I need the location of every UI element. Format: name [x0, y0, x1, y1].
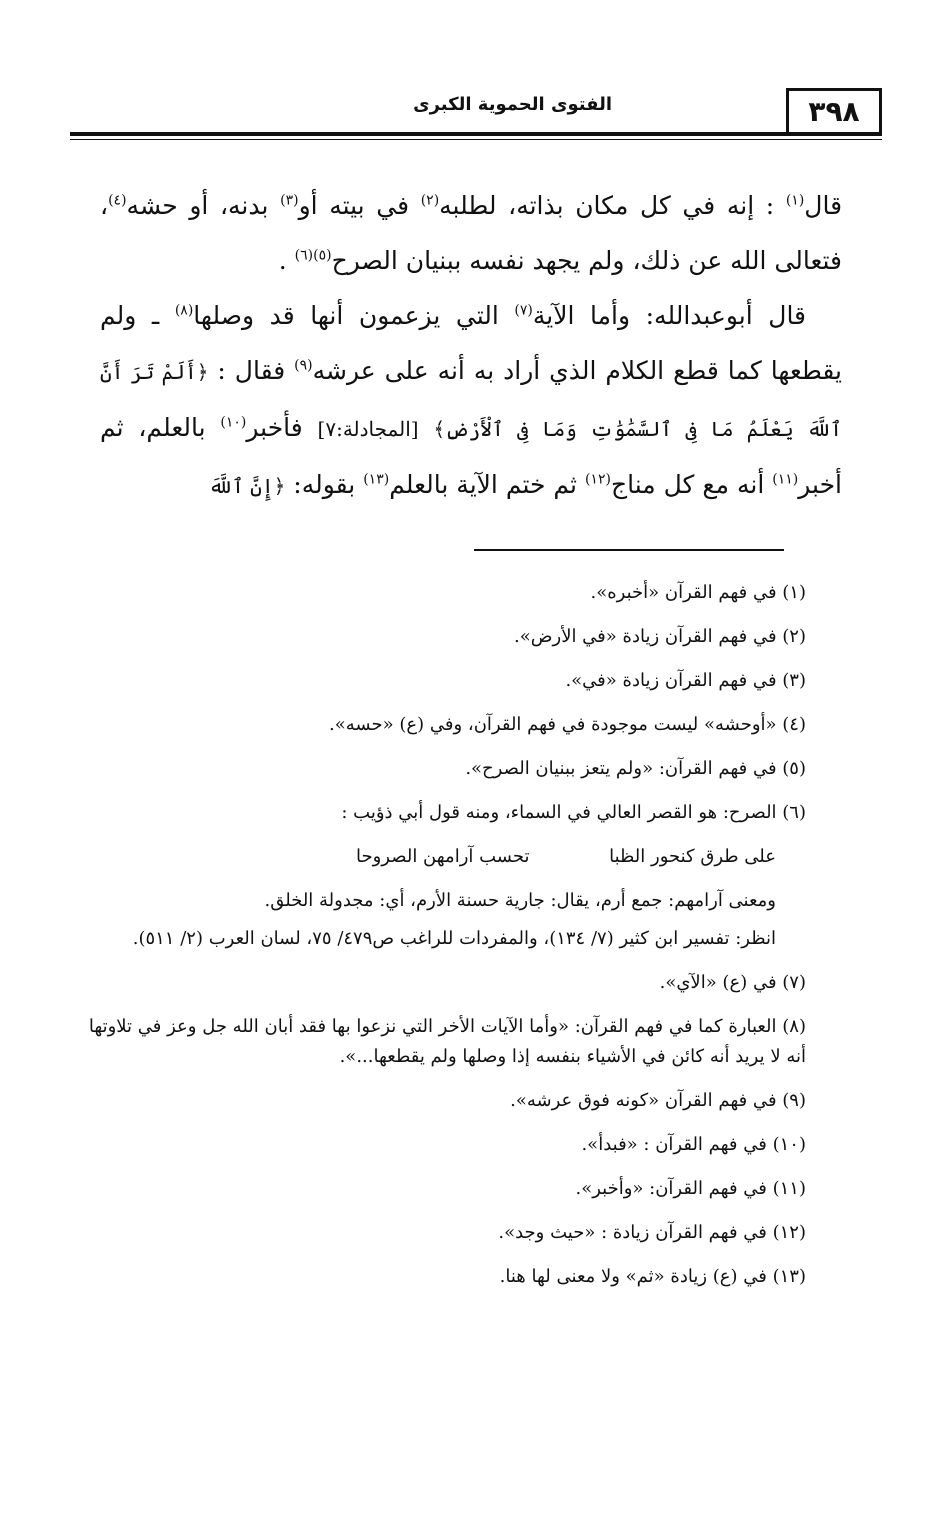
footnote-marker: (١): [785, 192, 805, 209]
verse-hemistich-2: تحسب آرامهن الصروحا: [356, 846, 530, 867]
text-run: أنه مع كل مناج: [610, 470, 765, 499]
verse-hemistich-1: على طرق كنحور الظبا: [609, 846, 776, 867]
quran-verse: ﴿إِنَّ ٱللَّهَ: [208, 474, 286, 498]
text-run: بقوله:: [293, 470, 356, 499]
footnote-marker: (١٢): [584, 471, 611, 488]
footnote-marker: (١٣): [363, 471, 390, 488]
paragraph-1: [100, 178, 842, 288]
page-number: ٣٩٨: [786, 88, 882, 132]
text-run: في بيته أو: [298, 191, 410, 220]
footnote-marker: (٥)(٦): [294, 247, 332, 264]
footnote-10: (١٠) في فهم القرآن : «فبدأ».: [581, 1134, 806, 1155]
footnote-marker: (٩): [294, 357, 313, 374]
footnote-separator: [474, 549, 784, 551]
quran-verse: ﴿أَلَمْ تَرَ أَنَّ ٱللَّهَ يَعْلَمُ مَا فِى ٱلسَّمَٰوَٰتِ وَمَا فِى ٱلْأَرْضِ﴾: [100, 360, 843, 441]
footnote-12: (١٢) في فهم القرآن زيادة : «حيث وجد».: [498, 1222, 806, 1243]
page-header: [70, 88, 882, 134]
footnote-9: (٩) في فهم القرآن «كونه فوق عرشه».: [510, 1090, 806, 1111]
footnote-11: (١١) في فهم القرآن: «وأخبر».: [575, 1178, 806, 1199]
running-title: الفتوى الحموية الكبرى: [413, 94, 612, 115]
text-run: قال أبوعبدالله: وأما الآية: [532, 301, 807, 330]
header-rule-thick: [70, 132, 882, 136]
footnote-6-references: انظر: تفسير ابن كثير (٧/ ١٣٤)، والمفردات للراغب ص٤٧٩/ ٧٥، لسان العرب (٢/ ٥١١).: [132, 928, 776, 949]
footnote-5: (٥) في فهم القرآن: «ولم يتعز ببنيان الصرح».: [465, 758, 806, 779]
text-run: قال: [804, 191, 843, 220]
footnote-marker: (٣): [280, 192, 299, 209]
footnote-13: (١٣) في (ع) زيادة «ثم» ولا معنى لها هنا.: [499, 1266, 806, 1287]
footnote-4: (٤) «أوحشه» ليست موجودة في فهم القرآن، وفي (ع) «حسه».: [329, 714, 806, 735]
footnote-marker: (٢): [420, 192, 440, 209]
text-run: فأخبر: [246, 413, 303, 442]
paragraph-2: [100, 288, 842, 514]
header-rule-thin: [70, 139, 882, 140]
text-run: .: [278, 246, 287, 275]
footnote-marker: (٨): [174, 302, 194, 319]
text-run: ـ ولم يقطعها كما قطع الكلام الذي أراد به أنه على عرشه: [100, 301, 843, 385]
text-run: التي يزعمون أنها قد وصلها: [193, 301, 499, 330]
footnote-6-meaning: ومعنى آرامهم: جمع أرم، يقال: جارية حسنة الأرم، أي: مجدولة الخلق.: [264, 890, 776, 911]
footnote-8: (٨) العبارة كما في فهم القرآن: «وأما الآيات الأخر التي نزعوا بها فقد أبان الله جل وعز في تلاوتها أنه لا يريد أنه كائن في الأشياء بنفسه إذا وصلها ولم يقطعها...».: [88, 1016, 806, 1067]
text-run: ، فتعالى الله عن ذلك، ولم يجهد نفسه ببنيان الصرح: [100, 191, 842, 275]
footnote-marker: (١١): [772, 471, 799, 488]
main-text: [100, 178, 842, 514]
poetry-verse: [356, 842, 776, 872]
text-run: : إنه في كل مكان بذاته، لطلبه: [439, 191, 775, 220]
text-run: ثم ختم الآية بالعلم: [389, 470, 577, 499]
text-run: بدنه، أو حشه: [126, 191, 269, 220]
footnote-marker: (١٠): [220, 414, 247, 431]
footnotes: [70, 578, 806, 1306]
text-run: بالعلم، ثم أخبر: [100, 413, 842, 499]
footnote-marker: (٧): [514, 302, 533, 319]
footnote-6: (٦) الصرح: هو القصر العالي في السماء، ومنه قول أبي ذؤيب :: [341, 802, 806, 823]
footnote-1: (١) في فهم القرآن «أخبره».: [590, 582, 806, 603]
footnote-7: (٧) في (ع) «الآي».: [659, 972, 806, 993]
verse-reference: [المجادلة:٧]: [317, 417, 419, 441]
footnote-marker: (٤): [108, 192, 127, 209]
footnote-2: (٢) في فهم القرآن زيادة «في الأرض».: [514, 626, 806, 647]
footnote-3: (٣) في فهم القرآن زيادة «في».: [565, 670, 806, 691]
text-run: فقال :: [217, 356, 286, 385]
